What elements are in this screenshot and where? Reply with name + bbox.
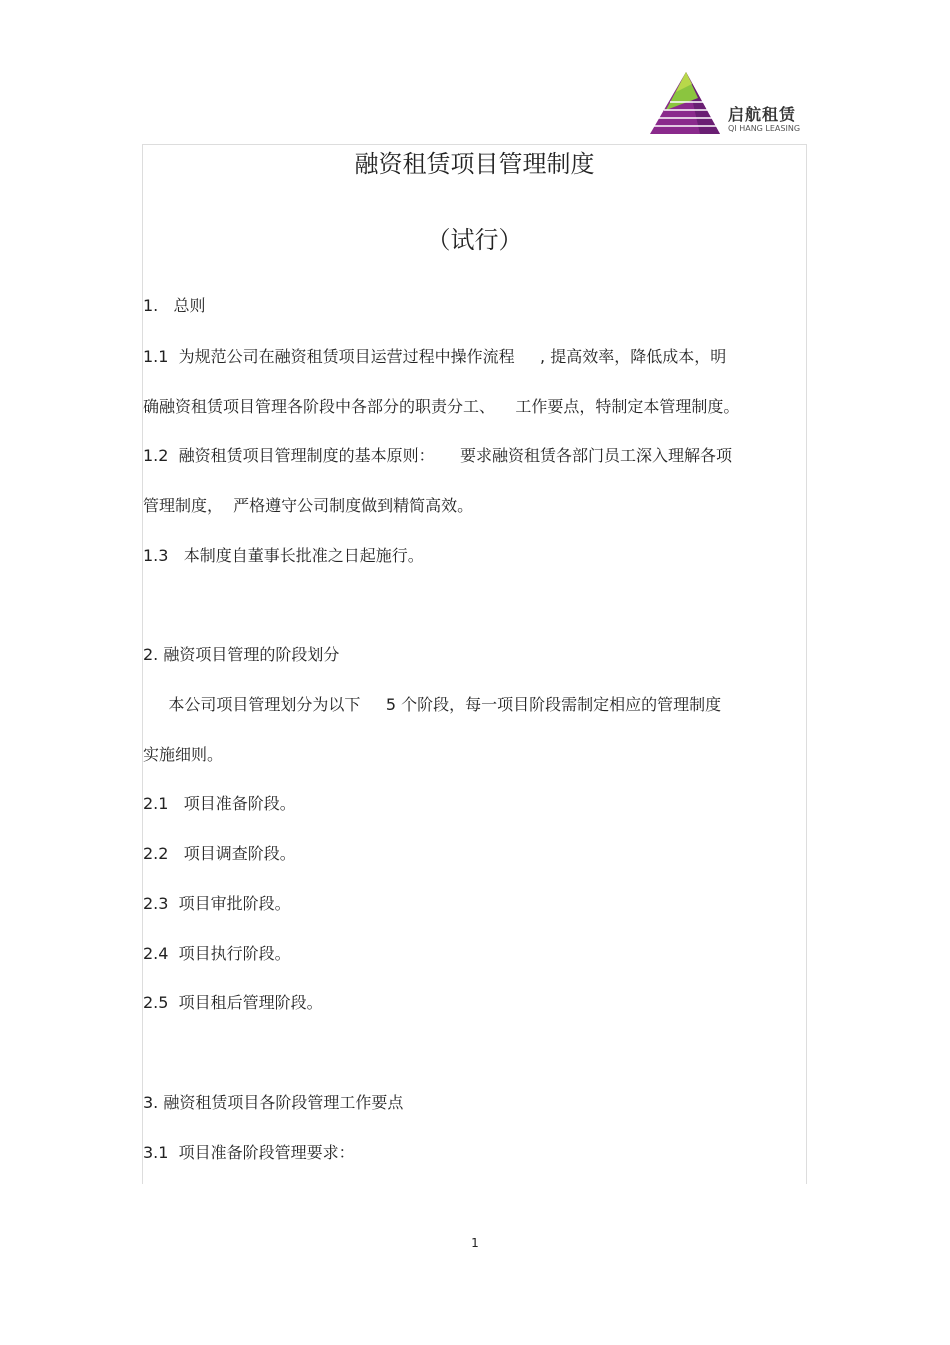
list-item: 2.4 项目执行阶段。 bbox=[143, 944, 291, 963]
text-line: 确融资租赁项目管理各阶段中各部分的职责分工、 工作要点，特制定本管理制度。 bbox=[143, 397, 740, 416]
page-number: 1 bbox=[471, 1236, 479, 1250]
section-heading: 3. 融资租赁项目各阶段管理工作要点 bbox=[143, 1093, 404, 1112]
list-item: 2.1 项目准备阶段。 bbox=[143, 794, 296, 813]
list-item: 2.5 项目租后管理阶段。 bbox=[143, 993, 323, 1012]
list-item: 2.2 项目调查阶段。 bbox=[143, 844, 296, 863]
text-line: 本公司项目管理划分为以下 5 个阶段，每一项目阶段需制定相应的管理制度 bbox=[143, 695, 722, 714]
section-heading: 2. 融资项目管理的阶段划分 bbox=[143, 645, 340, 664]
text-line: 1.3 本制度自董事长批准之日起施行。 bbox=[143, 546, 424, 565]
text-line: 3.1 项目准备阶段管理要求： bbox=[143, 1143, 355, 1162]
text-line: 1.2 融资租赁项目管理制度的基本原则： 要求融资租赁各部门员工深入理解各项 bbox=[143, 446, 733, 465]
text-line: 实施细则。 bbox=[143, 745, 224, 764]
text-line: 管理制度， 严格遵守公司制度做到精简高效。 bbox=[143, 496, 474, 515]
frame-border-right bbox=[806, 144, 807, 1184]
text-line: 1. 总则 bbox=[143, 296, 206, 315]
triangle-logo-icon bbox=[640, 70, 724, 136]
text-line: 1.1 为规范公司在融资租赁项目运营过程中操作流程 , 提高效率，降低成本，明 bbox=[143, 347, 727, 366]
document-title: 融资租赁项目管理制度 bbox=[354, 150, 595, 178]
logo-text-cn: 启航租赁 bbox=[728, 105, 797, 124]
logo-text-en: QI HANG LEASING bbox=[728, 124, 801, 133]
company-logo bbox=[640, 70, 810, 138]
list-item: 2.3 项目审批阶段。 bbox=[143, 894, 291, 913]
document-subtitle: （试行） bbox=[426, 226, 523, 254]
